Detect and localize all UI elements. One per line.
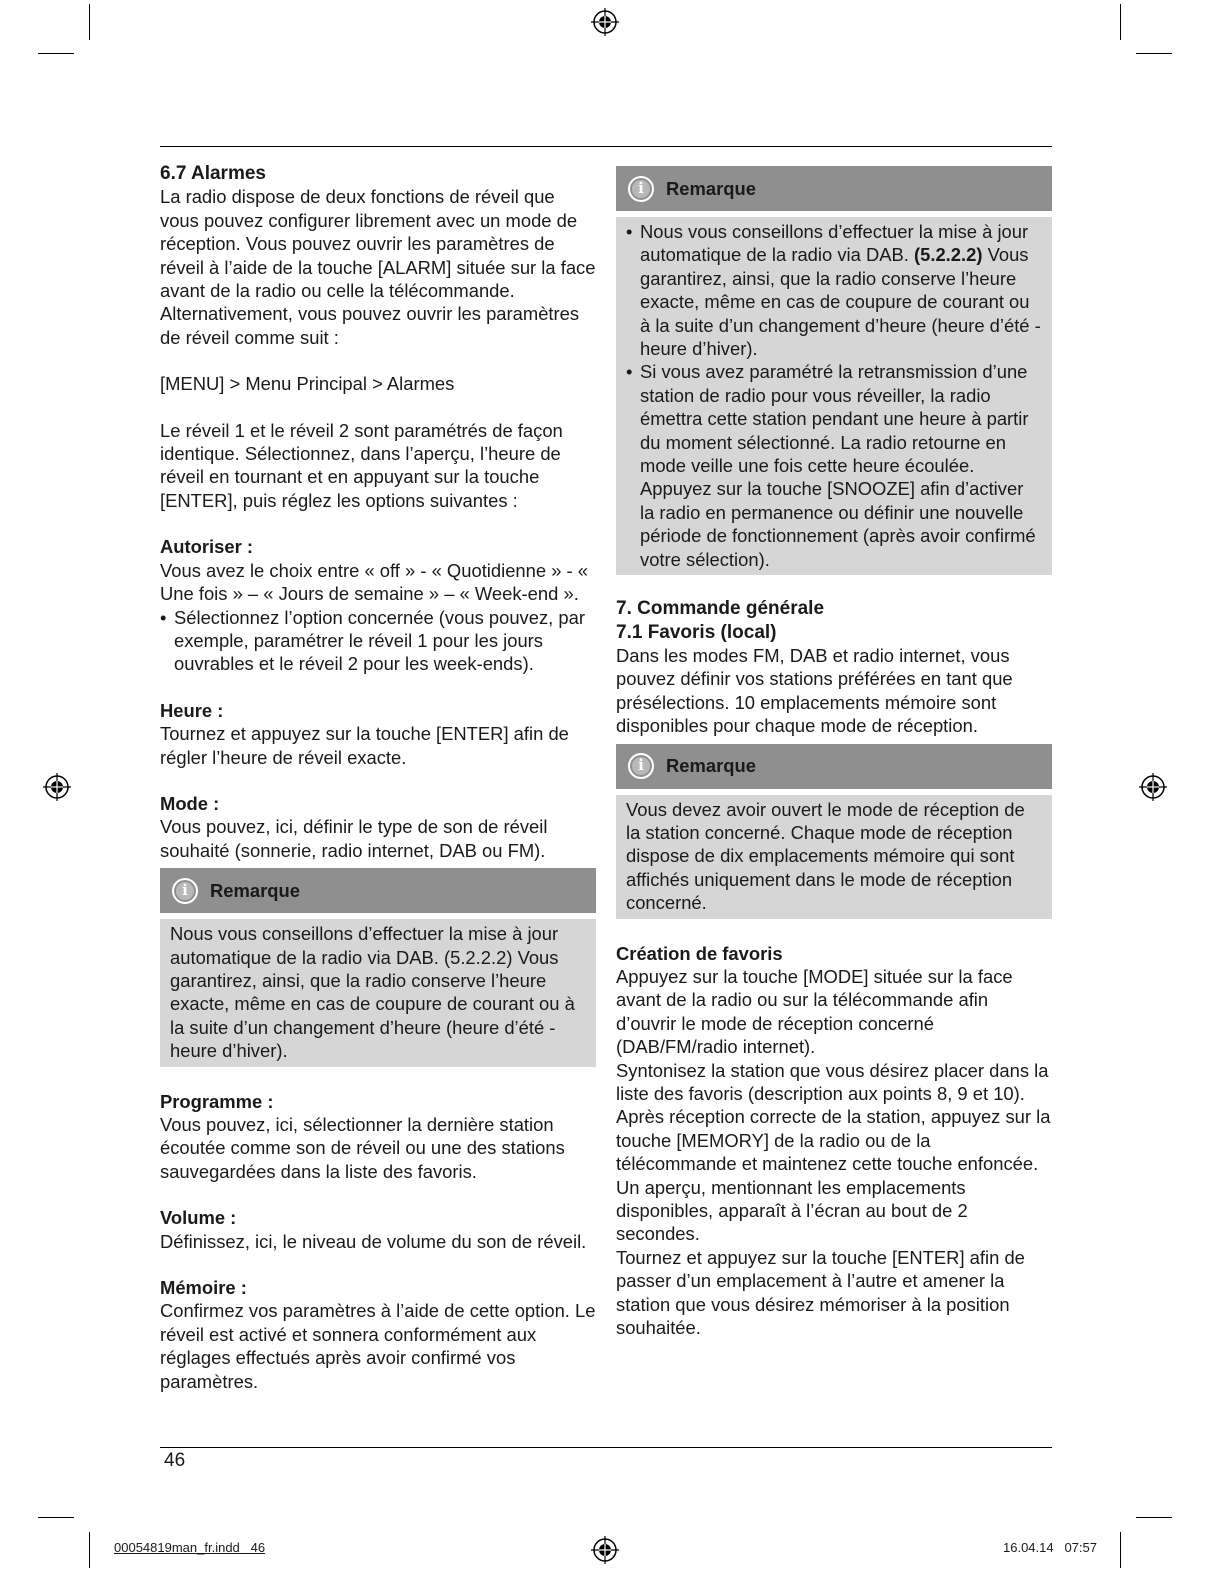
note-reference: (5.2.2.2) (913, 244, 983, 266)
page-number: 46 (164, 1450, 186, 1471)
heure-heading: Heure : (160, 699, 224, 721)
creation-paragraph: Tournez et appuyez sur la touche [ENTER] afin de passer d’un emplacement à l’autre et amener la station que vous désirez mémoriser à la position souhaitée. (616, 1246, 1025, 1339)
note-header (616, 744, 1052, 789)
header-rule (160, 146, 1052, 147)
creation-heading: Création de favoris (616, 942, 783, 964)
note-body (616, 217, 1052, 575)
memoire-heading: Mémoire : (160, 1277, 247, 1299)
note-box (616, 744, 1052, 919)
registration-mark-icon (591, 8, 619, 36)
note-title: Remarque (210, 879, 300, 901)
programme-heading: Programme : (160, 1090, 274, 1112)
note-body: Vous devez avoir ouvert le mode de réception de la station concerné. Chaque mode de réception dispose de dix emplacements mémoire qui sont affichés uniquement dans le mode de réception concerné. (616, 795, 1052, 919)
section-title: 7. Commande générale (616, 598, 825, 620)
note-text: Vous garantirez, ainsi, que la radio conserve l’heure exacte, même en cas de coupure de courant ou à la suite d’un changement d’heure (heure d’été - heure d’hiver). (640, 244, 1041, 360)
autoriser-list (160, 606, 596, 676)
crop-mark (89, 1532, 90, 1568)
note-header (160, 868, 596, 913)
crop-mark (1136, 53, 1172, 54)
autoriser-heading: Autoriser : (160, 536, 253, 558)
menu-path: [MENU] > Menu Principal > Alarmes (160, 373, 455, 395)
list-item (626, 220, 1042, 360)
creation-paragraph: Syntonisez la station que vous désirez placer dans la liste des favoris (description aux points 8, 9 et 10). (616, 1059, 1049, 1104)
autoriser-text: Vous avez le choix entre « off » - « Quotidienne » - « Une fois » – « Jours de semaine » – « Week-end ». (160, 559, 589, 605)
note-box (616, 166, 1052, 575)
volume-heading: Volume : (160, 1207, 237, 1229)
creation-paragraph: Appuyez sur la touche [MODE] située sur la face avant de la radio ou sur la télécommande afin d’ouvrir le mode de réception concerné (DAB/FM/radio internet). (616, 965, 1013, 1058)
list-item: • Sélectionnez l’option concernée (vous pouvez, par exemple, paramétrer le réveil 1 pour les jours ouvrables et le réveil 2 pour les week-ends). (160, 606, 596, 676)
mode-heading: Mode : (160, 792, 220, 814)
intro-paragraph: La radio dispose de deux fonctions de réveil que vous pouvez configurer librement avec un mode de réception. Vous pouvez ouvrir les paramètres de réveil à l’aide de la touche [ALARM] située sur la face avant de la radio ou celle la télécommande. Alternativement, vous pouvez ouvrir les paramètres de réveil comme suit : (160, 186, 596, 348)
note-title: Remarque (666, 177, 756, 199)
creation-paragraph: Après réception correcte de la station, appuyez sur la touche [MEMORY] de la radio ou de la télécommande et maintenez cette touche enfoncée. Un aperçu, mentionnant les emplacements disponibles, apparaît à l’écran au bout de 2 secondes. (616, 1106, 1051, 1245)
subsection-title: 7.1 Favoris (local) (616, 621, 777, 643)
list-item: • Si vous avez paramétré la retransmission d’une station de radio pour vous réveiller, la radio émettra cette station pendant une heure à partir du moment sélectionné. La radio retourne en mode veille une fois cette heure écoulée. Appuyez sur la touche [SNOOZE] afin d’activer la radio en permanence ou définir une nouvelle période de fonctionnement (après avoir confirmé votre sélection). (626, 360, 1042, 571)
file-slug: 00054819man_fr.indd 46 (114, 1540, 266, 1555)
crop-mark (1136, 1517, 1172, 1518)
crop-mark (38, 1517, 74, 1518)
left-column (160, 162, 596, 1393)
favoris-paragraph: Dans les modes FM, DAB et radio internet, vous pouvez définir vos stations préférées en tant que présélections. 10 emplacements mémoire sont disponibles pour chaque mode de réception. (616, 644, 1013, 737)
footer-rule (160, 1447, 1052, 1448)
info-circle-icon: i (628, 176, 654, 202)
info-circle-icon: i (172, 878, 198, 904)
crop-mark (1120, 4, 1121, 40)
memoire-text: Confirmez vos paramètres à l’aide de cette option. Le réveil est activé et sonnera conformément aux réglages effectués après avoir confirmé vos paramètres. (160, 1300, 596, 1392)
right-column (616, 166, 1052, 1339)
setup-paragraph: Le réveil 1 et le réveil 2 sont paramétrés de façon identique. Sélectionnez, dans l’aperçu, l’heure de réveil en tournant et en appuyant sur la touche [ENTER], puis réglez les options suivantes : (160, 419, 563, 511)
note-box (160, 868, 596, 1066)
note-header (616, 166, 1052, 211)
heure-text: Tournez et appuyez sur la touche [ENTER] afin de régler l’heure de réveil exacte. (160, 723, 569, 768)
mode-text: Vous pouvez, ici, définir le type de son de réveil souhaité (sonnerie, radio internet, DAB ou FM). (160, 816, 548, 861)
registration-mark-icon (1139, 773, 1167, 801)
note-body: Nous vous conseillons d’effectuer la mise à jour automatique de la radio via DAB. (5.2.2.2) Vous garantirez, ainsi, que la radio conserve l’heure exacte, même en cas de coupure de courant ou à la suite d’un changement d’heure (heure d’été - heure d’hiver). (160, 919, 596, 1066)
timestamp-slug: 16.04.14 07:57 (1003, 1540, 1097, 1555)
section-title: 6.7 Alarmes (160, 163, 266, 184)
note-text: Nous vous conseillons d’effectuer la mise à jour automatique de la radio via DAB. (640, 221, 1029, 266)
programme-text: Vous pouvez, ici, sélectionner la dernière station écoutée comme son de réveil ou une des stations sauvegardées dans la liste des favoris. (160, 1114, 565, 1182)
crop-mark (89, 4, 90, 40)
registration-mark-icon (43, 773, 71, 801)
volume-text: Définissez, ici, le niveau de volume du son de réveil. (160, 1230, 587, 1252)
info-circle-icon: i (628, 753, 654, 779)
crop-mark (1120, 1532, 1121, 1568)
note-title: Remarque (666, 755, 756, 777)
registration-mark-icon (591, 1536, 619, 1564)
crop-mark (38, 53, 74, 54)
